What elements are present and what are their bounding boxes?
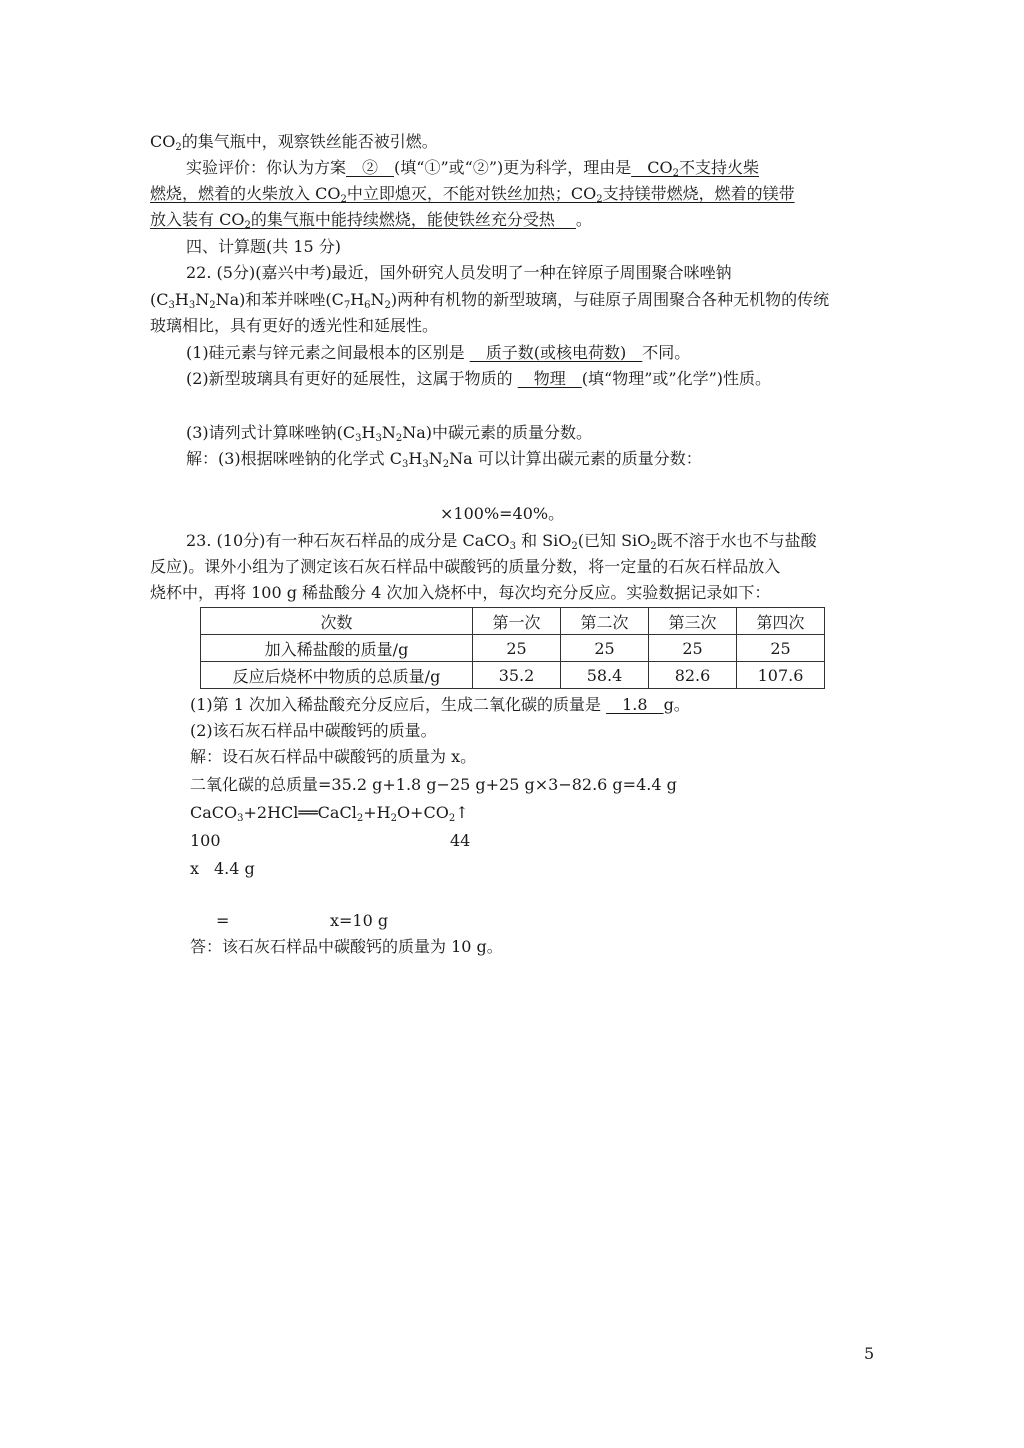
table-header-row bbox=[201, 608, 825, 635]
table-cell: 25 bbox=[649, 635, 737, 662]
table-cell: 25 bbox=[561, 635, 649, 662]
table-header-cell: 第一次 bbox=[473, 608, 561, 635]
data-table bbox=[200, 607, 825, 689]
answer-blank: __②__ bbox=[346, 158, 395, 177]
q23-stem-1: 23. (10分)有一种石灰石样品的成分是 CaCO$_3$ 和 SiO$_2$(已知 SiO$_2$既不溶于水也不与盐酸 bbox=[186, 531, 817, 552]
q21-line-1: $CO_2$的集气瓶中，观察铁丝能否被引燃。 bbox=[150, 132, 438, 153]
q22-stem-1: 22. (5分)(嘉兴中考)最近，国外研究人员发明了一种在锌原子周围聚合咪唑钠 bbox=[186, 263, 732, 282]
table-cell: 25 bbox=[737, 635, 825, 662]
table-cell: 25 bbox=[473, 635, 561, 662]
table-cell: 35.2 bbox=[473, 662, 561, 689]
q23-solution-2: 二氧化碳的总质量=35.2 g+1.8 g−25 g+25 g×3−82.6 g=4.4 g bbox=[190, 775, 677, 794]
table-header-cell: 第二次 bbox=[561, 608, 649, 635]
table-row bbox=[201, 662, 825, 689]
table-cell: 82.6 bbox=[649, 662, 737, 689]
table-cell: 107.6 bbox=[737, 662, 825, 689]
table-cell: 加入稀盐酸的质量/g bbox=[201, 635, 473, 662]
q23-unknown-right: 4.4 g bbox=[214, 859, 255, 878]
q23-proportion-equals: = bbox=[216, 911, 230, 930]
q22-solution: 解：(3)根据咪唑钠的化学式 $C_3H_3N_2Na$ 可以计算出碳元素的质量分数： bbox=[186, 449, 702, 470]
q22-part-2: (2)新型玻璃具有更好的延展性，这属于物质的 __物理__(填“物理”或”化学”)性质。 bbox=[186, 369, 771, 388]
section-title: 四、计算题(共 15 分) bbox=[186, 237, 342, 256]
table-row bbox=[201, 635, 825, 662]
q22-result: ×100%=40%。 bbox=[440, 504, 565, 523]
q22-stem-2: $(C_3H_3N_2Na)$和苯并咪唑$(C_7H_6N_2)$两种有机物的新型玻璃，与硅原子周围聚合各种无机物的传统 bbox=[150, 290, 830, 311]
answer-blank: $\_\_CO_2$不支持火柴 bbox=[631, 158, 759, 179]
page-number: 5 bbox=[864, 1344, 875, 1363]
q21-reason-line-2 bbox=[150, 183, 795, 205]
q21-evaluation-line: 实验评价：你认为方案__②__(填“①”或“②”)更为科学，理由是$\_\_CO_2$不支持火柴 bbox=[186, 158, 759, 179]
q23-stem-2: 反应)。课外小组为了测定该石灰石样品中碳酸钙的质量分数，将一定量的石灰石样品放入 bbox=[150, 557, 781, 576]
q22-part-1: (1)硅元素与锌元素之间最根本的区别是 __质子数(或核电荷数)__不同。 bbox=[186, 343, 691, 362]
q23-answer: 答：该石灰石样品中碳酸钙的质量为 10 g。 bbox=[190, 937, 503, 956]
q23-solution-1: 解：设石灰石样品中碳酸钙的质量为 x。 bbox=[190, 747, 477, 766]
table-header-cell: 第三次 bbox=[649, 608, 737, 635]
q23-part-1: (1)第 1 次加入稀盐酸充分反应后，生成二氧化碳的质量是 __1.8__g。 bbox=[190, 695, 690, 714]
q23-ratio-left: 100 bbox=[190, 831, 221, 850]
q22-stem-3: 玻璃相比，具有更好的透光性和延展性。 bbox=[150, 316, 439, 335]
q22-part-3: (3)请列式计算咪唑钠$(C_3H_3N_2Na)$中碳元素的质量分数。 bbox=[186, 423, 593, 444]
q23-part-2: (2)该石灰石样品中碳酸钙的质量。 bbox=[190, 721, 437, 740]
q23-ratio-right: 44 bbox=[450, 831, 471, 850]
answer-blank: 放入装有 $CO_2$的集气瓶中能持续燃烧，能使铁丝充分受热 __ bbox=[150, 210, 576, 231]
answer-blank: __1.8__ bbox=[606, 695, 664, 714]
table-cell: 58.4 bbox=[561, 662, 649, 689]
answer-blank: __物理__ bbox=[517, 369, 582, 388]
q23-proportion-result: x=10 g bbox=[330, 911, 389, 930]
q23-unknown-left: x bbox=[190, 859, 200, 878]
answer-blank: __质子数(或核电荷数)__ bbox=[469, 343, 643, 362]
q21-reason-line-3: 放入装有 $CO_2$的集气瓶中能持续燃烧，能使铁丝充分受热 __。 bbox=[150, 210, 592, 231]
table-cell: 反应后烧杯中物质的总质量/g bbox=[201, 662, 473, 689]
answer-blank: 燃烧，燃着的火柴放入 $CO_2$中立即熄灭，不能对铁丝加热；$CO_2$支持镁带燃烧，燃着的镁带 bbox=[150, 184, 795, 205]
q23-equation: $CaCO_3+2HCl══CaCl_2+H_2O+CO_2↑$ bbox=[190, 803, 469, 824]
table-header-cell: 第四次 bbox=[737, 608, 825, 635]
q23-stem-3: 烧杯中，再将 100 g 稀盐酸分 4 次加入烧杯中，每次均充分反应。实验数据记录如下： bbox=[150, 583, 771, 602]
table-header-cell: 次数 bbox=[201, 608, 473, 635]
